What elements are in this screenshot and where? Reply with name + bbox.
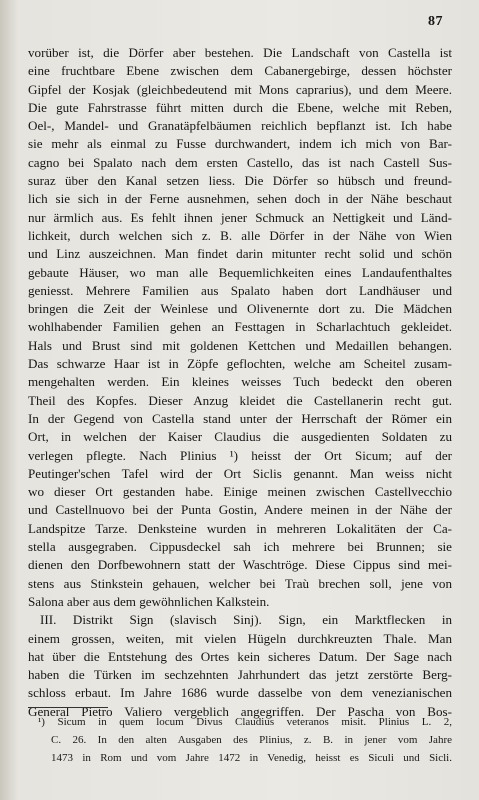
text-line: verlegen pflegte. Nach Plinius ¹) heisst der Ort Sicum; auf der — [28, 447, 452, 463]
text-line: hat über die Entstehung des Ortes kein sicheres Datum. Der Sage nach — [28, 648, 452, 664]
text-line: Die gute Fahrstrasse führt mitten durch die Ebene, welche mit Reben, — [28, 99, 452, 115]
text-line: stella ausgegraben. Cippusdeckel sah ich mehrere bei Brunnen; sie — [28, 539, 452, 555]
text-line: wo dieser Ort gestanden habe. Einige meinen zwischen Castellvecchio — [28, 484, 452, 500]
text-line: Das schwarze Haar ist in Zöpfe geflochten, welche am Scheitel zusam- — [28, 356, 452, 372]
text-line: stens aus Stinkstein gehauen, welcher bei Traù brechen soll, jene von — [28, 575, 452, 591]
page-number: 87 — [428, 14, 443, 29]
text-line: und Castellnuovo bei der Punta Gostin, Andere meinen in der Nähe der — [28, 502, 452, 518]
footnote-line: ¹) Sicum in quem locum Divus Claudius veteranos misit. Plinius L. 2, — [38, 716, 452, 728]
text-line: geniesst. Mehrere Familien aus Spalato haben dort Landhäuser und — [28, 282, 452, 298]
text-line: schloss erbaut. Im Jahre 1686 wurde dasselbe von dem venezianischen — [28, 685, 452, 701]
text-line: Salona aber aus dem gewöhnlichen Kalkstein. — [28, 593, 270, 609]
text-line: bringen die Zeit der Weinlese und Olivenernte dort zu. Die Mädchen — [28, 301, 452, 317]
text-line: dienen den Dorfbewohnern statt der Waschtröge. Diese Cippus sind mei- — [28, 557, 452, 573]
text-line: Hals und Brust sind mit goldenen Kettchen und Medaillen behangen. — [28, 337, 452, 353]
footnote-line: 1473 in Rom und vom Jahre 1472 in Venedig, heisst es Siculi und Sicli. — [51, 751, 452, 764]
text-line: sie mehr als einmal zu Fusse durchwandert, indem ich mich von Bar- — [28, 136, 452, 152]
section-heading-line: III. Distrikt Sign (slavisch Sinj). Sign, ein Marktflecken in — [40, 612, 452, 628]
text-line: Oel-, Mandel- und Granatäpfelbäumen reichlich bepflanzt ist. Ich habe — [28, 118, 452, 134]
text-line: Theil des Kopfes. Dieser Anzug kleidet die Castellanerin recht gut. — [28, 392, 452, 408]
text-line: gebaute Häuser, wo man alle Bequemlichkeiten eines Landaufenthaltes — [28, 264, 452, 280]
text-line: und Linz auszeichnen. Man findet darin mitunter recht solid und schön — [28, 246, 452, 262]
text-line: nur ärmlich aus. Es fehlt ihnen jener Schmuck an Nettigkeit und Länd- — [28, 209, 452, 225]
text-line: mengehalten werden. Ein kleines weisses Tuch bedeckt den oberen — [28, 374, 452, 390]
text-line: In der Gegend von Castella stand unter der Herrschaft der Römer ein — [28, 410, 452, 426]
text-line: lich sie sich in der Ferne ausnehmen, sehen doch in der Nähe beschaut — [28, 191, 452, 207]
text-line: Ort, in welchen der Kaiser Claudius die ausgedienten Soldaten zu — [28, 429, 452, 445]
text-line: Landspitze Tarze. Denksteine wurden in mehreren Lokalitäten der Ca- — [28, 520, 452, 536]
text-line: suraz über den Kanal setzen liess. Die Dörfer so hübsch und freund- — [28, 173, 452, 189]
text-line: eine fruchtbare Ebene zwischen dem Cabanergebirge, dessen höchster — [28, 63, 452, 79]
text-line: General Pietro Valiero vergeblich angegriffen. Der Pascha von Bos- — [28, 703, 452, 719]
text-line: Peutinger'schen Tafel wird der Ort Siclis genannt. Man weiss nicht — [28, 465, 452, 481]
footnote — [28, 714, 452, 767]
text-line: einem grossen, weiten, mit vielen Hügeln durchkreuzten Thale. Man — [28, 630, 452, 646]
text-line: lichkeit, durch welchen sich z. B. alle Dörfer in der Nähe von Wien — [28, 227, 452, 243]
footnote-line: C. 26. In den alten Ausgaben des Plinius, z. B. in jener vom Jahre — [51, 733, 452, 746]
text-line: vorüber ist, die Dörfer aber bestehen. Die Landschaft von Castella ist — [28, 45, 452, 60]
text-line: wohlhabender Familien gehen an Festtagen in Scharlachtuch gekleidet. — [28, 319, 452, 335]
text-line: Gipfel der Kosjak (gleichbedeutend mit Mons caprarius), und dem Meere. — [28, 81, 452, 97]
text-line: cagno bei Spalato nach dem ersten Castello, das ist nach Castell Sus- — [28, 154, 452, 170]
text-line: haben die Türken im sechzehnten Jahrhundert das jetzt zerstörte Berg- — [28, 667, 452, 683]
footnote-divider — [28, 707, 108, 708]
body-text — [28, 44, 452, 721]
